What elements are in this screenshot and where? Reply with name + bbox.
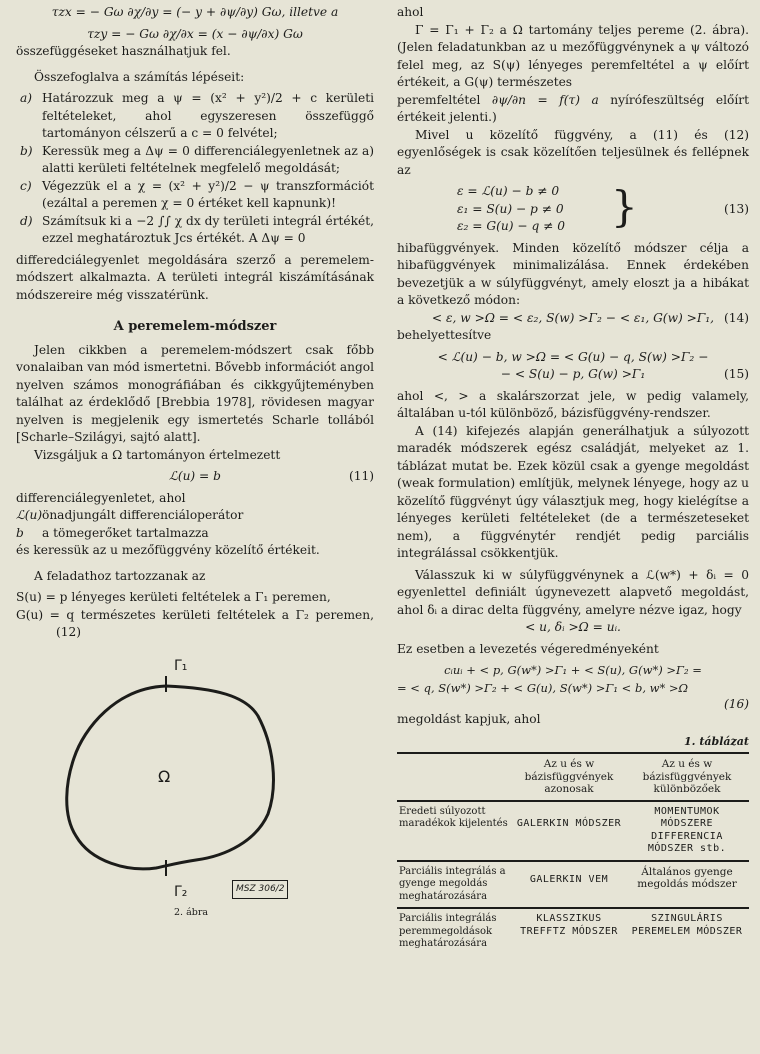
table-row: [397, 801, 749, 861]
table-cell: GALERKIN VEM: [513, 861, 625, 909]
paragraph-1: összefüggéseket használhatjuk fel.: [16, 44, 231, 58]
equation-tau-zx: τzx = − Gω ∂χ/∂y = (− y + ∂ψ/∂y) Gω, illetve a: [51, 5, 339, 19]
equation-16a: cᵢuᵢ + < p, G(w*) >Γ₁ + < S(u), G(w*) >Γ₂ =: [444, 663, 702, 677]
paragraph-scalar: ahol <, > a skalárszorzat jele, w pedig valamely, általában u-tól különböző, bázisfüggvény-rendszer.: [397, 388, 749, 420]
figure-id: MSZ 306/2: [232, 880, 288, 900]
table-cell: GALERKIN MÓDSZER: [513, 801, 625, 861]
table-cell: MOMENTUMOK MÓDSZERE DIFFERENCIA MÓDSZER stb.: [625, 801, 749, 861]
table-header-cell: Az u és w bázisfüggvények különbözőek: [625, 753, 749, 801]
error-eps: ε = ℒ(u) − b ≠ 0: [457, 184, 560, 198]
table-header-cell: Az u és w bázisfüggvények azonosak: [513, 753, 625, 801]
table-cell: Parciális integrálás peremmegoldások meghatározására: [397, 908, 513, 955]
right-column: [397, 4, 749, 955]
table-cell: Általános gyenge megoldás módszer: [625, 861, 749, 909]
equation-15a: < ℒ(u) − b, w >Ω = < G(u) − q, S(w) >Γ₂ −: [437, 349, 709, 364]
paragraph-search: és keressük az u mezőfüggvény közelítő értékeit.: [16, 543, 320, 557]
paragraph-error-functions: hibafüggvények. Minden közelítő módszer célja a hibafüggvények minimalizálása. Ennek érdekében bevezetjük a w súlyfüggvényt, amely eloszt ja a hibákat a következő módon:: [397, 240, 749, 307]
paragraph-substitute: behelyettesítve: [397, 328, 492, 342]
table-header-cell: [397, 753, 513, 801]
left-column: [16, 4, 374, 926]
brace: }: [611, 182, 638, 231]
equation-tau-zy: τzy = − Gω ∂χ/∂x = (x − ∂ψ/∂x) Gω: [87, 26, 303, 41]
paragraph-obtain: megoldást kapjuk, ahol: [397, 712, 541, 726]
gamma1-label: Γ₁: [174, 657, 188, 674]
table-row: [397, 908, 749, 955]
boundary-condition-1: S(u) = p lényeges kerületi feltételek a Γ₁ peremen,: [16, 590, 331, 604]
paragraph-fundamental: Válasszuk ki w súlyfüggvénynek a ℒ(w*) + δᵢ = 0 egyenlettel definiált úgynevezett alapvető megoldást, ahol δᵢ a dirac delta függvény, amelyre nézve igaz, hogy: [397, 567, 749, 617]
table-row: [397, 861, 749, 909]
error-eps1: ε₁ = S(u) − p ≠ 0: [457, 201, 564, 216]
paragraph-natural-bc: peremfeltétel ∂ψ/∂n = f(τ) a nyírófeszültség előírt értékeit jelenti.): [397, 92, 749, 124]
paragraph-where: ahol: [397, 5, 424, 19]
paragraph-result: Ez esetben a levezetés végeredményeként: [397, 641, 659, 656]
gamma2-label: Γ₂: [174, 883, 188, 900]
paragraph-approx: Mivel u közelítő függvény, a (11) és (12) egyenlőségek is csak közelítően teljesülnek és fellépnek az: [397, 127, 749, 177]
equation-14: < ε, w >Ω = < ε₂, S(w) >Γ₂ − < ε₁, G(w) >Γ₁, (14): [431, 310, 749, 325]
paragraph-task: A feladathoz tartozzanak az: [34, 568, 206, 583]
section-heading: A peremelem-módszer: [113, 319, 277, 334]
table-title: 1. táblázat: [684, 734, 749, 748]
table-cell: Parciális integrálás a gyenge megoldás meghatározására: [397, 861, 513, 909]
step-list: [16, 90, 374, 248]
omega-label: Ω: [158, 766, 171, 786]
equation-11: ℒ(u) = b (11): [169, 469, 374, 483]
step-d: d) Számítsuk ki a −2 ∫∫ χ dx dy területi integrál értékét, ezzel meghatároztuk Jcs értékét. A Δψ = 0: [20, 213, 374, 245]
table-cell: KLASSZIKUS TREFFTZ MÓDSZER: [513, 908, 625, 955]
figure-caption: 2. ábra: [174, 906, 209, 918]
error-eps2: ε₂ = G(u) − q ≠ 0: [457, 219, 565, 233]
paragraph-method-note: differedciálegyenlet megoldására szerző a peremelem-módszert alkalmazta. A területi integrál kiszámításának módszereire még visszatérünk.: [16, 252, 374, 302]
step-a: a) Határozzuk meg a ψ = (x² + y²)/2 + c kerületi feltételeket, ahol egyszeresen összefüggő tartományon célszerű a c = 0 felvétel;: [20, 91, 374, 140]
figure-2: [16, 646, 316, 926]
definition-list: [16, 507, 374, 542]
paragraph-bem-intro: Jelen cikkben a peremelem-módszert csak főbb vonalaiban van mód ismertetni. Bővebb információt angol nyelven számos monográfiában és cikkgyűjteményben találhat az érdeklődő [Brebbia 1978], rövidesen magyar nyelven is megjelenik egy ismertetés Scharle tollából [Scharle–Szilágyi, sajtó alatt].: [16, 342, 374, 444]
equation-15b: − < S(u) − p, G(w) >Γ₁ (15): [500, 367, 749, 381]
paragraph-domain: Vizsgáljuk a Ω tartományon értelmezett: [34, 447, 281, 462]
definition-b: b a tömegerőket tartalmazza: [16, 525, 209, 540]
equation-delta: < u, δᵢ >Ω = uᵢ.: [525, 620, 621, 634]
table-cell: SZINGULÁRIS PEREMELEM MÓDSZER: [625, 908, 749, 955]
paragraph-summary-intro: Összefoglalva a számítás lépéseit:: [34, 69, 245, 84]
equation-16b: = < q, S(w*) >Γ₂ + < G(u), S(w*) >Γ₁ < b, w* >Ω: [397, 680, 689, 695]
definition-operator: ℒ(u) önadjungált differenciáloperátor: [16, 508, 244, 522]
paragraph-weighted: A (14) kifejezés alapján generálhatjuk a súlyozott maradék módszerek egész családját, melyeket az 1. táblázat mutat be. Ezek közül csak a gyenge megoldást (weak formulation) említjük, melynek lényege, hogy az u közelítő függvényt úgy választjuk meg, hogy kielégítse a lényeges kerületi feltételeket (de a természeteseket nem), a függvénytér rendjét pedig parciális integrálással csökkentjük.: [397, 423, 749, 560]
boundary-condition-2: G(u) = q természetes kerületi feltételek a Γ₂ peremen, (12): [16, 607, 374, 639]
paragraph-boundary: Γ = Γ₁ + Γ₂ a Ω tartomány teljes pereme (2. ábra). (Jelen feladatunkban az u mezőfüggvénynek a ψ változó felel meg, az S(ψ) lényeges peremfeltétel a ψ előírt értékeit, a G(ψ) természetes: [397, 22, 749, 89]
equation-16-number: (16): [723, 697, 749, 711]
method-table: [397, 752, 749, 955]
step-c: c) Végezzük el a χ = (x² + y²)/2 − ψ transzformációt (ezáltal a peremen χ = 0 értéket kell kapnunk)!: [20, 178, 374, 210]
step-b: b) Keressük meg a Δψ = 0 differenciálegyenletnek az a) alatti kerületi feltételnek megfelelő megoldását;: [20, 143, 374, 175]
paragraph-diffeq: differenciálegyenletet, ahol: [16, 490, 186, 505]
table-header-row: [397, 753, 749, 801]
equation-13: ε = ℒ(u) − b ≠ 0 ε₁ = S(u) − p ≠ 0 ε₂ = G(u) − q ≠ 0 } (13): [397, 183, 749, 236]
table-cell: Eredeti súlyozott maradékok kijelentés: [397, 801, 513, 861]
